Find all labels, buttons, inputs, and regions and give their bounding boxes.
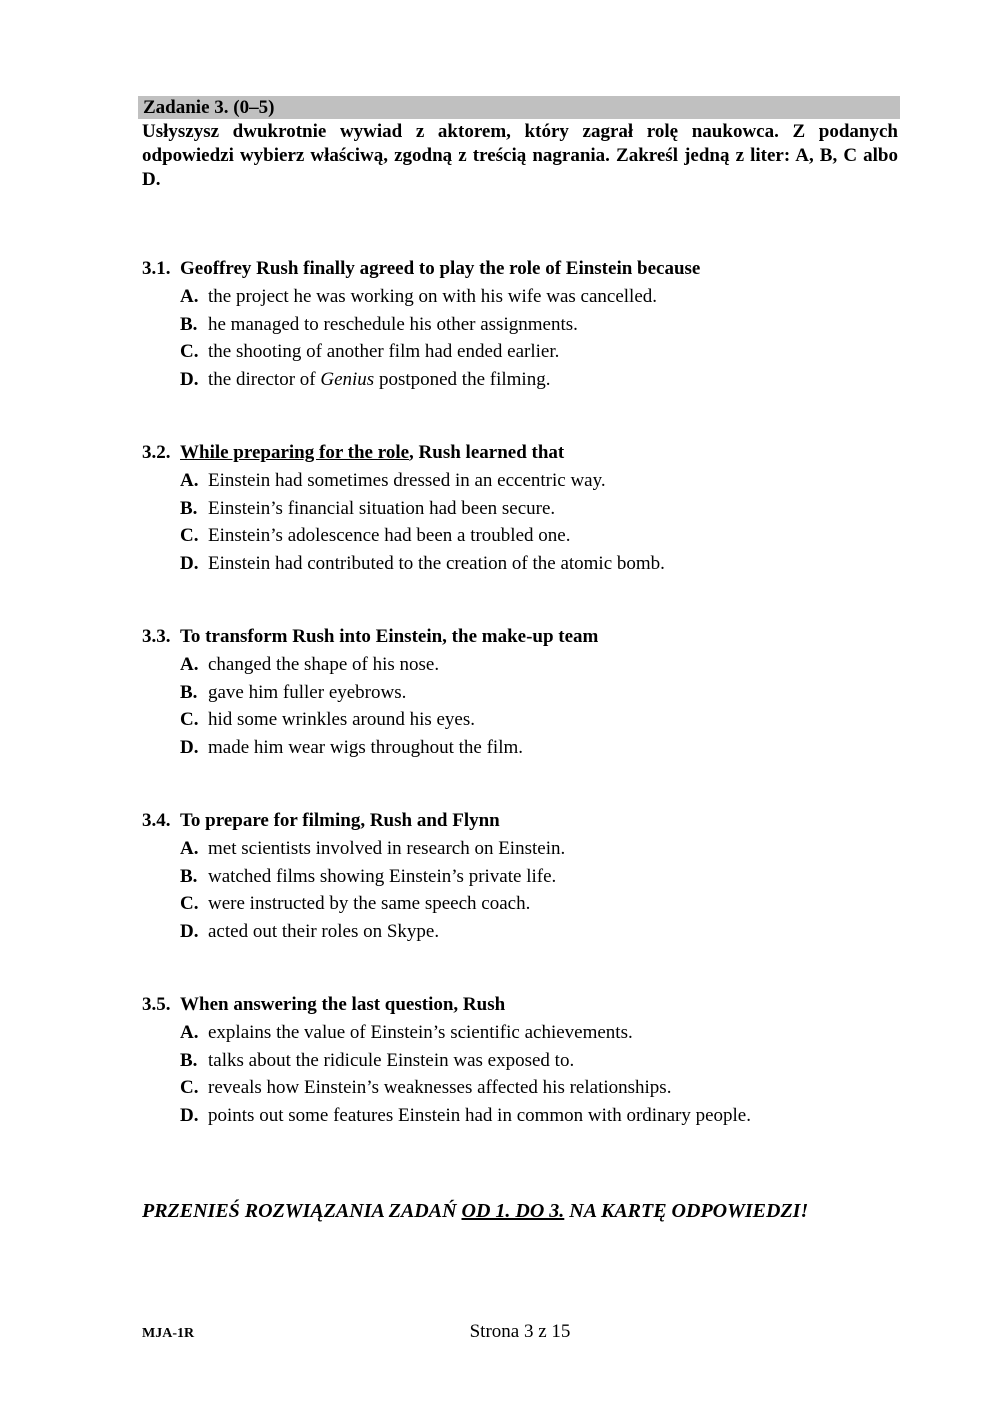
- question-text: To prepare for filming, Rush and Flynn: [180, 810, 500, 831]
- option-d[interactable]: [142, 920, 862, 948]
- page-number: Strona 3 z 15: [469, 1321, 571, 1342]
- option-a[interactable]: [142, 469, 862, 497]
- option-letter: C.: [180, 893, 199, 915]
- option-b[interactable]: [142, 1049, 862, 1077]
- option-text: Einstein’s financial situation had been secure.: [208, 497, 556, 519]
- question-text: Geoffrey Rush finally agreed to play the role of Einstein because: [180, 258, 701, 279]
- notice-text-underlined: OD 1. DO 3.: [461, 1200, 565, 1222]
- option-text: the shooting of another film had ended earlier.: [208, 341, 560, 363]
- option-text: were instructed by the same speech coach.: [208, 893, 531, 915]
- question-number: 3.4.: [142, 810, 171, 831]
- option-letter: A.: [180, 470, 199, 491]
- option-c[interactable]: [142, 708, 862, 736]
- option-letter: D.: [180, 553, 199, 575]
- option-b[interactable]: [142, 681, 862, 709]
- option-text: Einstein’s adolescence had been a troubled one.: [208, 525, 571, 547]
- option-letter: A.: [180, 654, 199, 675]
- option-text: reveals how Einstein’s weaknesses affected his relationships.: [208, 1077, 672, 1099]
- option-letter: A.: [180, 1022, 199, 1043]
- option-b[interactable]: [142, 497, 862, 525]
- option-letter: D.: [180, 921, 199, 943]
- question-stem: [142, 993, 862, 1021]
- question-stem: [142, 809, 862, 837]
- option-letter: D.: [180, 737, 199, 759]
- task-header: [138, 96, 900, 119]
- option-text-before: the director of: [208, 369, 321, 391]
- option-text: Einstein had contributed to the creation of the atomic bomb.: [208, 553, 665, 575]
- option-b[interactable]: [142, 313, 862, 341]
- question-number: 3.3.: [142, 626, 171, 647]
- question-text: To transform Rush into Einstein, the make-up team: [180, 626, 599, 647]
- option-letter: B.: [180, 865, 198, 887]
- notice-text-after: NA KARTĘ ODPOWIEDZI!: [564, 1200, 809, 1222]
- option-d[interactable]: [142, 1104, 862, 1132]
- option-letter: B.: [180, 313, 198, 335]
- option-letter: C.: [180, 1077, 199, 1099]
- option-letter: D.: [180, 1105, 199, 1127]
- option-letter: B.: [180, 1049, 198, 1071]
- option-text: Einstein had sometimes dressed in an eccentric way.: [208, 470, 606, 491]
- film-title-italic: Genius: [320, 369, 375, 391]
- option-letter: A.: [180, 286, 199, 307]
- option-letter: B.: [180, 497, 198, 519]
- option-b[interactable]: [142, 865, 862, 893]
- option-text: explains the value of Einstein’s scientific achievements.: [208, 1022, 633, 1043]
- option-text: watched films showing Einstein’s private life.: [208, 865, 557, 887]
- option-c[interactable]: [142, 892, 862, 920]
- task-instruction: Usłyszysz dwukrotnie wywiad z aktorem, który zagrał rolę naukowca. Z podanych odpowiedzi wybierz właściwą, zgodną z treścią nagrania. Zakreśl jedną z liter: A, B, C albo D.: [142, 121, 898, 190]
- option-d[interactable]: [142, 736, 862, 764]
- option-text: points out some features Einstein had in common with ordinary people.: [208, 1105, 751, 1127]
- option-d[interactable]: [142, 368, 862, 396]
- option-text: gave him fuller eyebrows.: [208, 681, 407, 703]
- option-text: met scientists involved in research on Einstein.: [208, 838, 566, 859]
- question-stem: [142, 257, 862, 285]
- question-stem: [142, 441, 862, 469]
- question-3-2: [142, 441, 862, 580]
- option-text: acted out their roles on Skype.: [208, 921, 440, 943]
- option-text-after: postponed the filming.: [374, 369, 551, 391]
- option-letter: C.: [180, 341, 199, 363]
- option-text: changed the shape of his nose.: [208, 654, 440, 675]
- question-3-3: [142, 625, 862, 764]
- question-text-underlined: While preparing for the role: [180, 442, 410, 463]
- option-d[interactable]: [142, 552, 862, 580]
- option-text: talks about the ridicule Einstein was exposed to.: [208, 1049, 575, 1071]
- option-a[interactable]: [142, 285, 862, 313]
- task-title: Zadanie 3. (0–5): [143, 97, 275, 118]
- option-letter: C.: [180, 525, 199, 547]
- question-3-1: [142, 257, 862, 396]
- option-text: the project he was working on with his wife was cancelled.: [208, 286, 658, 307]
- exam-code: MJA-1R: [142, 1326, 195, 1341]
- option-c[interactable]: [142, 1076, 862, 1104]
- option-text: hid some wrinkles around his eyes.: [208, 709, 476, 731]
- option-a[interactable]: [142, 837, 862, 865]
- option-letter: C.: [180, 709, 199, 731]
- question-number: 3.2.: [142, 442, 171, 463]
- option-c[interactable]: [142, 524, 862, 552]
- option-text: he managed to reschedule his other assignments.: [208, 313, 578, 335]
- question-number: 3.1.: [142, 258, 171, 279]
- question-3-4: [142, 809, 862, 948]
- question-stem: [142, 625, 862, 653]
- question-number: 3.5.: [142, 994, 171, 1015]
- question-3-5: [142, 993, 862, 1132]
- notice-text-before: PRZENIEŚ ROZWIĄZANIA ZADAŃ: [142, 1200, 462, 1222]
- option-c[interactable]: [142, 340, 862, 368]
- option-text: made him wear wigs throughout the film.: [208, 737, 524, 759]
- option-a[interactable]: [142, 653, 862, 681]
- question-text: , Rush learned that: [409, 442, 565, 463]
- option-letter: B.: [180, 681, 198, 703]
- option-letter: A.: [180, 838, 199, 859]
- transfer-answers-notice: [142, 1199, 808, 1223]
- question-text: When answering the last question, Rush: [180, 994, 506, 1015]
- option-a[interactable]: [142, 1021, 862, 1049]
- option-letter: D.: [180, 369, 199, 391]
